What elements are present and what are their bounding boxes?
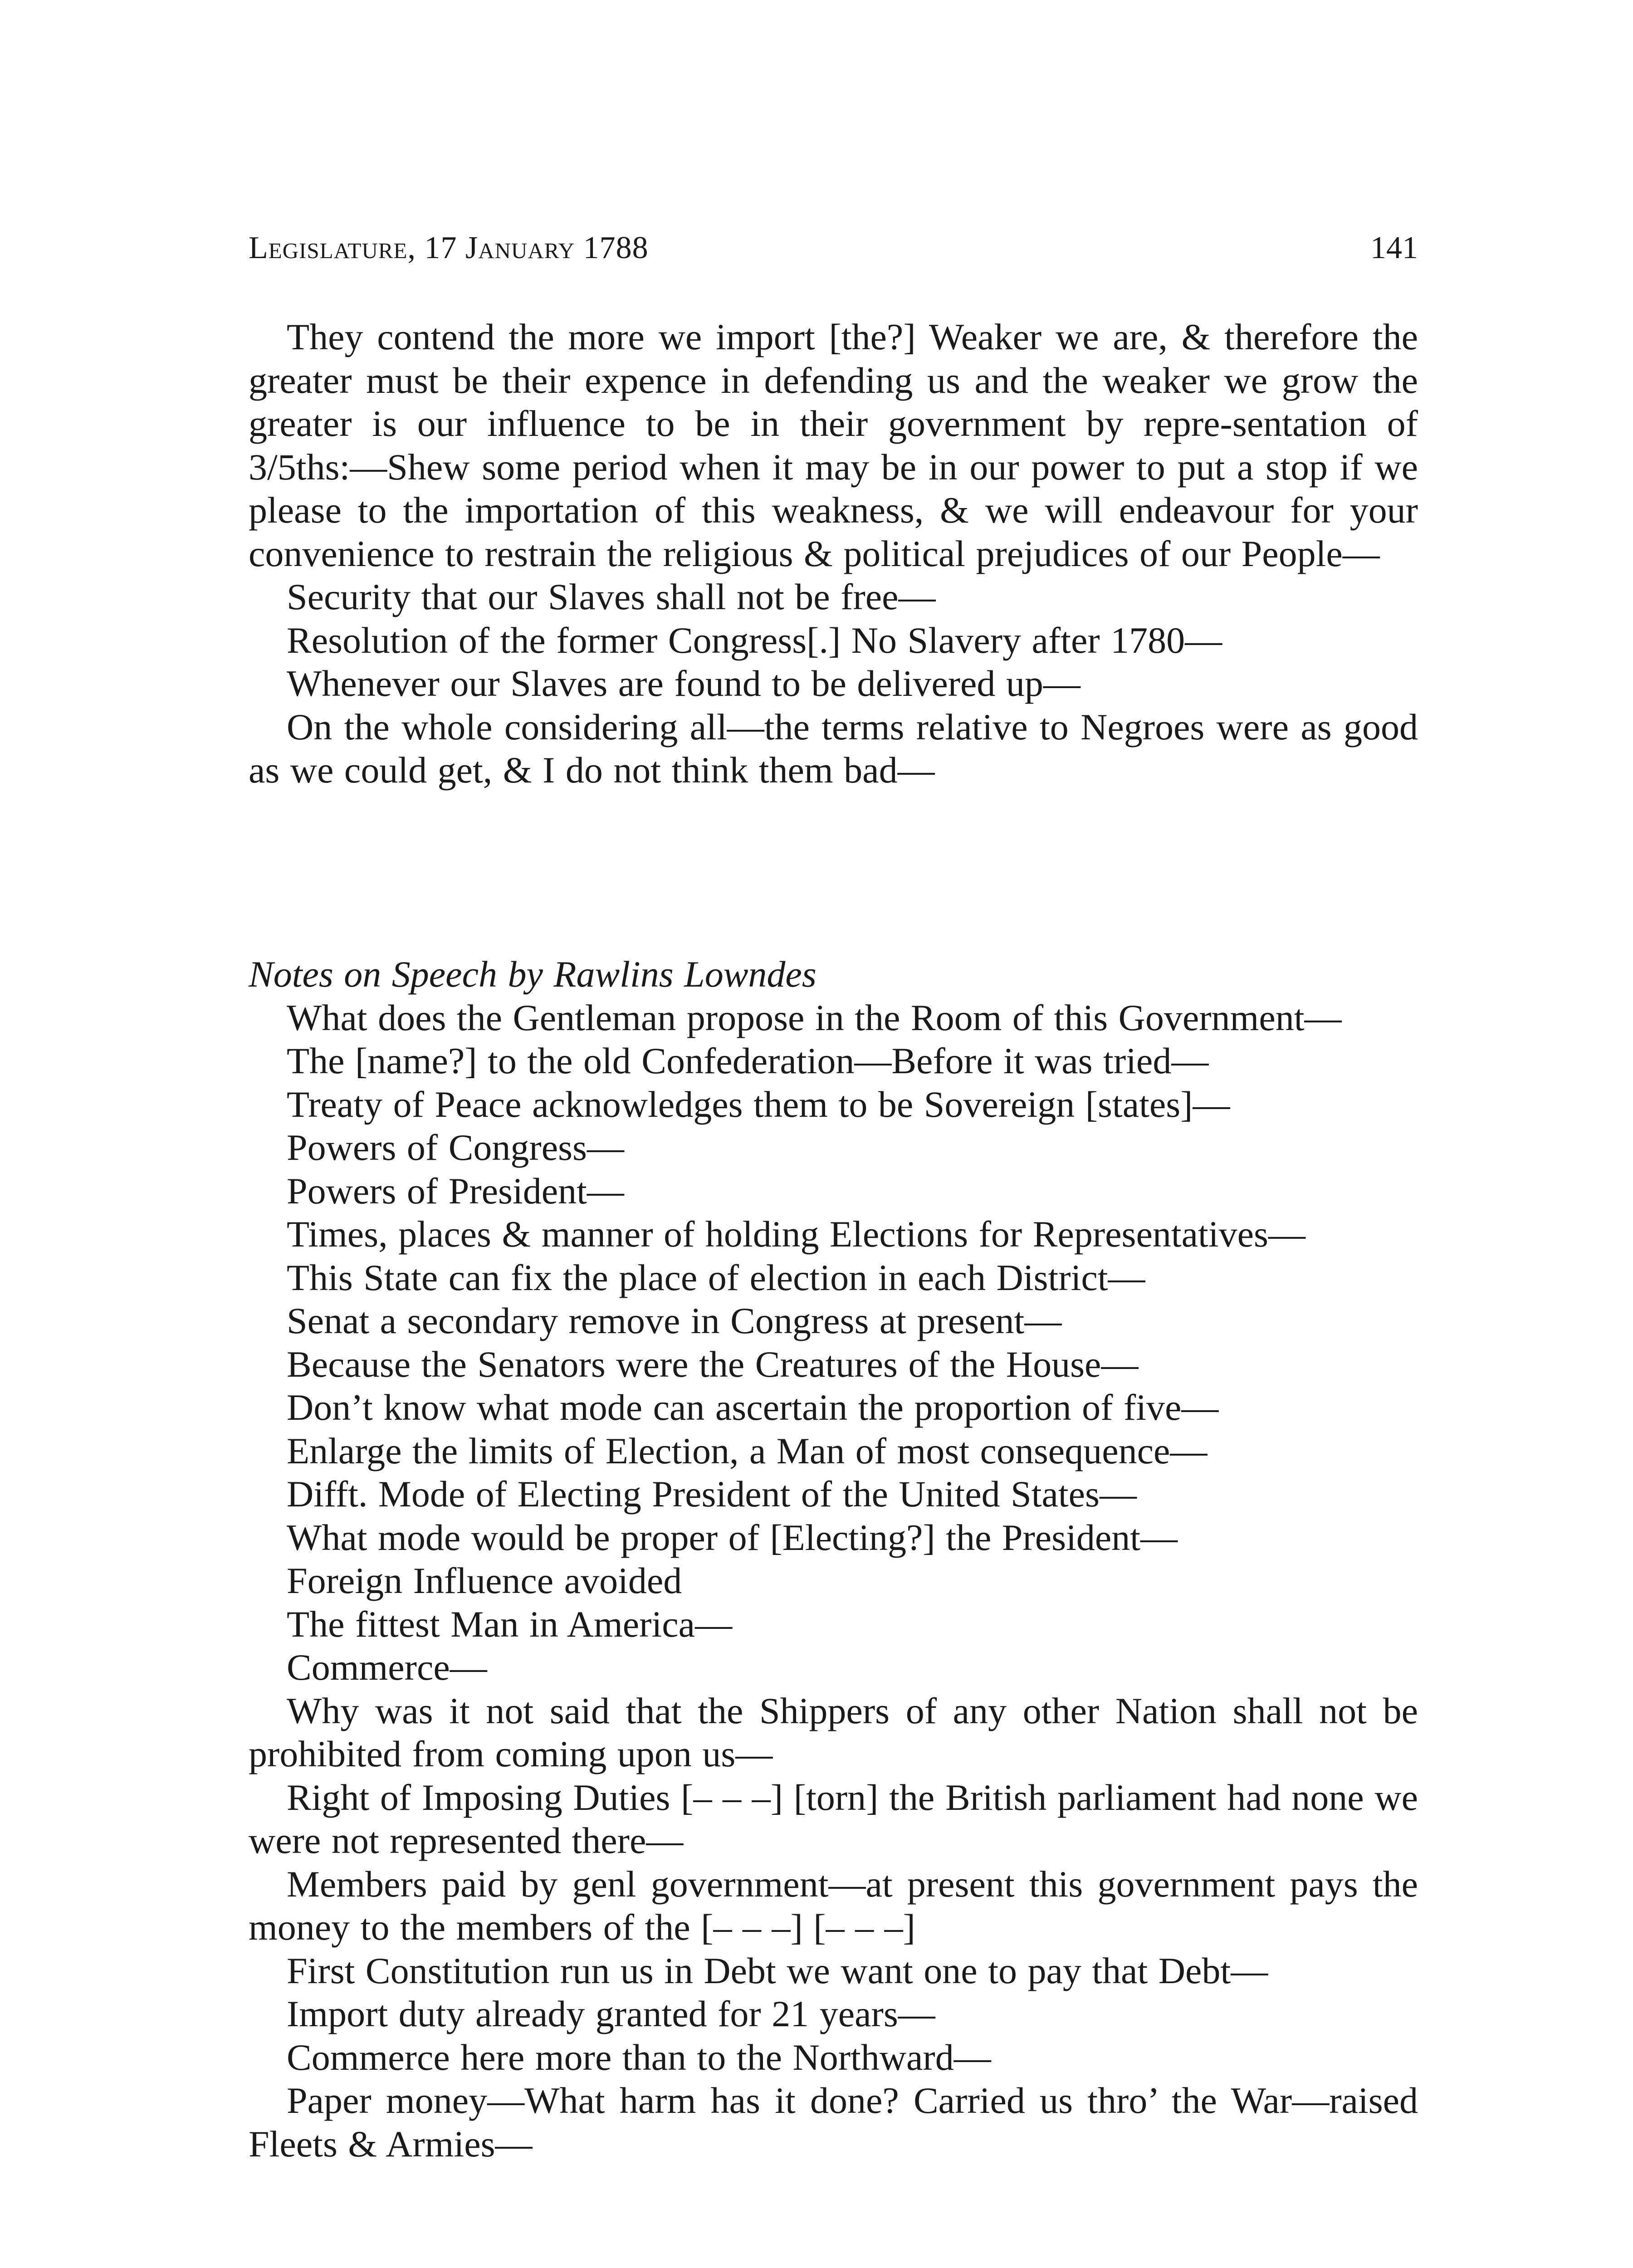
note-line: Commerce here more than to the Northward— xyxy=(287,2036,991,2078)
note-line: Don’t know what mode can ascertain the proportion of five— xyxy=(287,1387,1219,1428)
page-number: 141 xyxy=(1370,230,1418,265)
running-title: Legislature, 17 January 1788 xyxy=(249,230,649,265)
text-block-slavery-notes xyxy=(249,315,1418,792)
note-line: Senat a secondary remove in Congress at present— xyxy=(287,1300,1062,1341)
note-line: First Constitution run us in Debt we want one to pay that Debt— xyxy=(287,1950,1268,1991)
running-header xyxy=(249,223,1418,273)
note-line: Commerce— xyxy=(287,1647,487,1688)
note-line: The fittest Man in America— xyxy=(287,1603,733,1645)
note-line: Treaty of Peace acknowledges them to be Sovereign [states]— xyxy=(287,1083,1230,1125)
note-line: What mode would be proper of [Electing?] the President— xyxy=(287,1516,1178,1558)
note-line: Powers of President— xyxy=(287,1170,624,1212)
paragraph-terms-negroes: On the whole considering all—the terms relative to Negroes were as good as we could get, & I do not think them bad— xyxy=(249,706,1418,791)
paragraph-paper-money: Paper money—What harm has it done? Carried us thro’ the War—raised Fleets & Armies— xyxy=(249,2080,1418,2165)
paragraph-members-paid: Members paid by genl government—at present this government pays the money to the members of the [– – –] [– – –] xyxy=(249,1863,1418,1948)
line-delivered: Whenever our Slaves are found to be delivered up— xyxy=(287,663,1081,704)
note-line: Times, places & manner of holding Elections for Representatives— xyxy=(287,1213,1305,1255)
paragraph-shippers: Why was it not said that the Shippers of any other Nation shall not be prohibited from coming upon us— xyxy=(249,1690,1418,1774)
paragraph-duties: Right of Imposing Duties [– – –] [torn] the British parliament had none we were not represented there— xyxy=(249,1776,1418,1861)
note-line: This State can fix the place of election in each District— xyxy=(287,1256,1145,1298)
note-line: Difft. Mode of Electing President of the United States— xyxy=(287,1473,1137,1515)
paragraph-importation: They contend the more we import [the?] Weaker we are, & therefore the greater must be their expence in defending us and the weaker we grow the greater is our influence to be in their government by repre-sentation of 3/5ths:—Shew some period when it may be in our power to put a stop if we please to the importation of this weakness, & we will endeavour for your convenience to restrain the religious & political prejudices of our People— xyxy=(249,316,1418,574)
note-line: Powers of Congress— xyxy=(287,1127,624,1168)
note-line: Because the Senators were the Creatures of the House— xyxy=(287,1343,1139,1385)
line-security: Security that our Slaves shall not be free— xyxy=(287,576,936,617)
line-resolution: Resolution of the former Congress[.] No Slavery after 1780— xyxy=(287,619,1222,661)
note-line: Foreign Influence avoided xyxy=(287,1560,682,1601)
note-line: Import duty already granted for 21 years— xyxy=(287,1993,935,2034)
note-line: Enlarge the limits of Election, a Man of most consequence— xyxy=(287,1430,1208,1471)
text-block-lowndes-notes xyxy=(249,953,1418,2165)
note-line: What does the Gentleman propose in the Room of this Government— xyxy=(287,997,1342,1038)
note-line: The [name?] to the old Confederation—Before it was tried— xyxy=(287,1040,1209,1081)
section-heading: Notes on Speech by Rawlins Lowndes xyxy=(249,953,816,995)
